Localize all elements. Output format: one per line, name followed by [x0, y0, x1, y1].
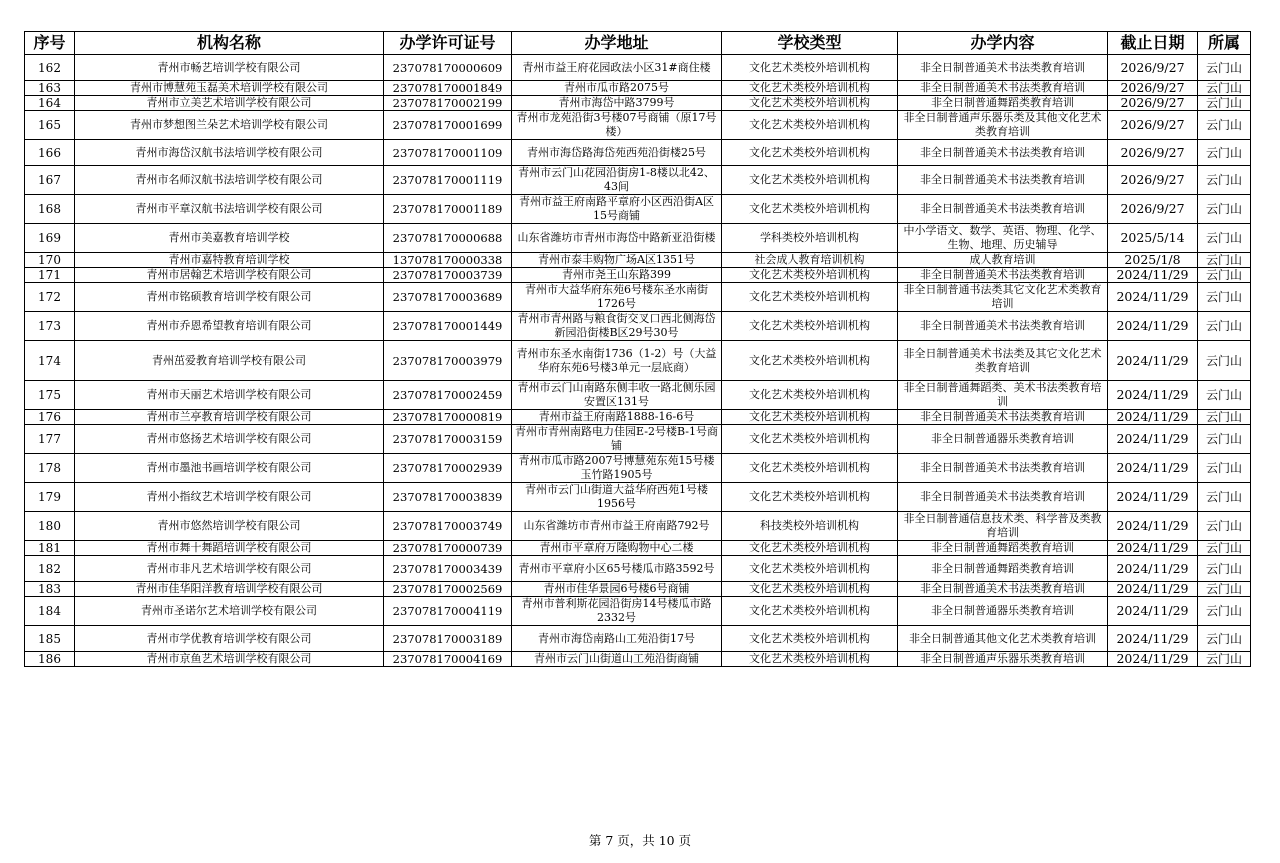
table-row: [25, 195, 1251, 224]
table-row: [25, 166, 1251, 195]
license-number-cell: 237078170003439: [384, 556, 512, 582]
deadline-cell: 2024/11/29: [1108, 410, 1198, 425]
school-type-cell: 文化艺术类校外培训机构: [722, 166, 898, 195]
header-license-number: 办学许可证号: [384, 32, 512, 55]
table-row: [25, 312, 1251, 341]
school-type-cell: 文化艺术类校外培训机构: [722, 195, 898, 224]
district-cell: 云门山: [1198, 556, 1251, 582]
institution-name-cell: 青州市墨池书画培训学校有限公司: [75, 454, 384, 483]
address-cell: 青州市海岱南路山工苑沿街17号: [512, 626, 722, 652]
content-cell: 非全日制普通美术书法类及其它文化艺术类教育培训: [898, 341, 1108, 381]
address-cell: 青州市平章府万隆购物中心二楼: [512, 541, 722, 556]
institution-name-cell: 青州市海岱汉航书法培训学校有限公司: [75, 140, 384, 166]
institution-name-cell: 青州市平章汉航书法培训学校有限公司: [75, 195, 384, 224]
registry-table: [24, 31, 1251, 667]
deadline-cell: 2025/1/8: [1108, 253, 1198, 268]
table-row: [25, 96, 1251, 111]
deadline-cell: 2024/11/29: [1108, 541, 1198, 556]
header-content: 办学内容: [898, 32, 1108, 55]
deadline-cell: 2026/9/27: [1108, 195, 1198, 224]
serial-cell: 163: [25, 81, 75, 96]
license-number-cell: 237078170001849: [384, 81, 512, 96]
table-row: [25, 81, 1251, 96]
content-cell: 非全日制普通舞蹈类教育培训: [898, 96, 1108, 111]
serial-cell: 174: [25, 341, 75, 381]
table-row: [25, 597, 1251, 626]
table-row: [25, 483, 1251, 512]
serial-cell: 172: [25, 283, 75, 312]
serial-cell: 186: [25, 652, 75, 667]
serial-cell: 168: [25, 195, 75, 224]
content-cell: 非全日制普通美术书法类教育培训: [898, 195, 1108, 224]
district-cell: 云门山: [1198, 224, 1251, 253]
serial-cell: 169: [25, 224, 75, 253]
license-number-cell: 237078170003189: [384, 626, 512, 652]
address-cell: 青州市大益华府东苑6号楼东圣水南街1726号: [512, 283, 722, 312]
license-number-cell: 237078170001109: [384, 140, 512, 166]
content-cell: 非全日制普通舞蹈类、美术书法类教育培训: [898, 381, 1108, 410]
institution-name-cell: 青州市博慧苑玉磊美术培训学校有限公司: [75, 81, 384, 96]
serial-cell: 180: [25, 512, 75, 541]
school-type-cell: 文化艺术类校外培训机构: [722, 283, 898, 312]
license-number-cell: 237078170002939: [384, 454, 512, 483]
district-cell: 云门山: [1198, 541, 1251, 556]
header-institution-name: 机构名称: [75, 32, 384, 55]
serial-cell: 166: [25, 140, 75, 166]
institution-name-cell: 青州茁爱教育培训学校有限公司: [75, 341, 384, 381]
registry-table-container: [24, 31, 1250, 667]
institution-name-cell: 青州市梦想图兰朵艺术培训学校有限公司: [75, 111, 384, 140]
district-cell: 云门山: [1198, 140, 1251, 166]
district-cell: 云门山: [1198, 483, 1251, 512]
table-row: [25, 341, 1251, 381]
license-number-cell: 237078170003739: [384, 268, 512, 283]
district-cell: 云门山: [1198, 454, 1251, 483]
deadline-cell: 2024/11/29: [1108, 512, 1198, 541]
serial-cell: 179: [25, 483, 75, 512]
deadline-cell: 2024/11/29: [1108, 312, 1198, 341]
serial-cell: 178: [25, 454, 75, 483]
serial-cell: 175: [25, 381, 75, 410]
address-cell: 青州市云门山花园沿街房1-8楼以北42、43间: [512, 166, 722, 195]
table-row: [25, 425, 1251, 454]
deadline-cell: 2026/9/27: [1108, 81, 1198, 96]
license-number-cell: 237078170003689: [384, 283, 512, 312]
content-cell: 中小学语文、数学、英语、物理、化学、生物、地理、历史辅导: [898, 224, 1108, 253]
serial-cell: 173: [25, 312, 75, 341]
table-row: [25, 556, 1251, 582]
license-number-cell: 237078170003839: [384, 483, 512, 512]
institution-name-cell: 青州市京鱼艺术培训学校有限公司: [75, 652, 384, 667]
serial-cell: 181: [25, 541, 75, 556]
deadline-cell: 2024/11/29: [1108, 483, 1198, 512]
content-cell: 非全日制普通美术书法类教育培训: [898, 582, 1108, 597]
address-cell: 山东省潍坊市青州市海岱中路新亚沿街楼: [512, 224, 722, 253]
address-cell: 青州市青州路与粮食街交叉口西北侧海岱新园沿街楼B区29号30号: [512, 312, 722, 341]
school-type-cell: 文化艺术类校外培训机构: [722, 341, 898, 381]
address-cell: 青州市尧王山东路399: [512, 268, 722, 283]
district-cell: 云门山: [1198, 96, 1251, 111]
institution-name-cell: 青州市铭硕教育培训学校有限公司: [75, 283, 384, 312]
institution-name-cell: 青州市美嘉教育培训学校: [75, 224, 384, 253]
serial-cell: 184: [25, 597, 75, 626]
content-cell: 非全日制普通其他文化艺术类教育培训: [898, 626, 1108, 652]
content-cell: 非全日制普通声乐器乐类教育培训: [898, 652, 1108, 667]
deadline-cell: 2026/9/27: [1108, 166, 1198, 195]
content-cell: 非全日制普通美术书法类教育培训: [898, 312, 1108, 341]
institution-name-cell: 青州市非凡艺术培训学校有限公司: [75, 556, 384, 582]
deadline-cell: 2024/11/29: [1108, 582, 1198, 597]
institution-name-cell: 青州市嘉特教育培训学校: [75, 253, 384, 268]
address-cell: 青州市益王府南路1888-16-6号: [512, 410, 722, 425]
deadline-cell: 2024/11/29: [1108, 556, 1198, 582]
license-number-cell: 237078170003159: [384, 425, 512, 454]
school-type-cell: 文化艺术类校外培训机构: [722, 96, 898, 111]
serial-cell: 167: [25, 166, 75, 195]
content-cell: 非全日制普通舞蹈类教育培训: [898, 541, 1108, 556]
institution-name-cell: 青州市圣诺尔艺术培训学校有限公司: [75, 597, 384, 626]
school-type-cell: 文化艺术类校外培训机构: [722, 626, 898, 652]
serial-cell: 183: [25, 582, 75, 597]
school-type-cell: 文化艺术类校外培训机构: [722, 425, 898, 454]
license-number-cell: 137078170000338: [384, 253, 512, 268]
license-number-cell: 237078170003979: [384, 341, 512, 381]
deadline-cell: 2024/11/29: [1108, 454, 1198, 483]
table-row: [25, 512, 1251, 541]
deadline-cell: 2024/11/29: [1108, 283, 1198, 312]
address-cell: 青州市龙苑沿街3号楼07号商铺（原17号楼）: [512, 111, 722, 140]
license-number-cell: 237078170002199: [384, 96, 512, 111]
district-cell: 云门山: [1198, 166, 1251, 195]
institution-name-cell: 青州小指纹艺术培训学校有限公司: [75, 483, 384, 512]
serial-cell: 171: [25, 268, 75, 283]
license-number-cell: 237078170000819: [384, 410, 512, 425]
institution-name-cell: 青州市兰亭教育培训学校有限公司: [75, 410, 384, 425]
serial-cell: 162: [25, 55, 75, 81]
school-type-cell: 文化艺术类校外培训机构: [722, 111, 898, 140]
license-number-cell: 237078170001449: [384, 312, 512, 341]
content-cell: 成人教育培训: [898, 253, 1108, 268]
table-row: [25, 541, 1251, 556]
school-type-cell: 文化艺术类校外培训机构: [722, 652, 898, 667]
district-cell: 云门山: [1198, 582, 1251, 597]
table-row: [25, 582, 1251, 597]
address-cell: 青州市瓜市路2075号: [512, 81, 722, 96]
district-cell: 云门山: [1198, 195, 1251, 224]
institution-name-cell: 青州市悠然培训学校有限公司: [75, 512, 384, 541]
deadline-cell: 2026/9/27: [1108, 140, 1198, 166]
table-row: [25, 283, 1251, 312]
table-row: [25, 626, 1251, 652]
deadline-cell: 2024/11/29: [1108, 652, 1198, 667]
institution-name-cell: 青州市畅艺培训学校有限公司: [75, 55, 384, 81]
school-type-cell: 文化艺术类校外培训机构: [722, 541, 898, 556]
license-number-cell: 237078170004169: [384, 652, 512, 667]
serial-cell: 185: [25, 626, 75, 652]
serial-cell: 182: [25, 556, 75, 582]
district-cell: 云门山: [1198, 626, 1251, 652]
license-number-cell: 237078170000739: [384, 541, 512, 556]
institution-name-cell: 青州市名师汉航书法培训学校有限公司: [75, 166, 384, 195]
address-cell: 青州市海岱路海岱苑西苑沿街楼25号: [512, 140, 722, 166]
district-cell: 云门山: [1198, 111, 1251, 140]
district-cell: 云门山: [1198, 512, 1251, 541]
content-cell: 非全日制普通美术书法类教育培训: [898, 454, 1108, 483]
institution-name-cell: 青州市乔恩希望教育培训有限公司: [75, 312, 384, 341]
school-type-cell: 文化艺术类校外培训机构: [722, 81, 898, 96]
school-type-cell: 社会成人教育培训机构: [722, 253, 898, 268]
district-cell: 云门山: [1198, 425, 1251, 454]
institution-name-cell: 青州市舞十舞蹈培训学校有限公司: [75, 541, 384, 556]
table-row: [25, 55, 1251, 81]
table-row: [25, 454, 1251, 483]
school-type-cell: 文化艺术类校外培训机构: [722, 582, 898, 597]
school-type-cell: 文化艺术类校外培训机构: [722, 381, 898, 410]
header-address: 办学地址: [512, 32, 722, 55]
table-header-row: [25, 32, 1251, 55]
district-cell: 云门山: [1198, 652, 1251, 667]
district-cell: 云门山: [1198, 283, 1251, 312]
deadline-cell: 2024/11/29: [1108, 597, 1198, 626]
content-cell: 非全日制普通舞蹈类教育培训: [898, 556, 1108, 582]
deadline-cell: 2026/9/27: [1108, 55, 1198, 81]
serial-cell: 165: [25, 111, 75, 140]
license-number-cell: 237078170002459: [384, 381, 512, 410]
district-cell: 云门山: [1198, 55, 1251, 81]
serial-cell: 177: [25, 425, 75, 454]
school-type-cell: 科技类校外培训机构: [722, 512, 898, 541]
license-number-cell: 237078170004119: [384, 597, 512, 626]
address-cell: 青州市益王府南路平章府小区西沿街A区15号商铺: [512, 195, 722, 224]
serial-cell: 176: [25, 410, 75, 425]
school-type-cell: 文化艺术类校外培训机构: [722, 140, 898, 166]
deadline-cell: 2026/9/27: [1108, 96, 1198, 111]
license-number-cell: 237078170000688: [384, 224, 512, 253]
table-row: [25, 224, 1251, 253]
content-cell: 非全日制普通美术书法类教育培训: [898, 140, 1108, 166]
content-cell: 非全日制普通书法类其它文化艺术类教育培训: [898, 283, 1108, 312]
school-type-cell: 文化艺术类校外培训机构: [722, 556, 898, 582]
table-row: [25, 410, 1251, 425]
district-cell: 云门山: [1198, 312, 1251, 341]
district-cell: 云门山: [1198, 268, 1251, 283]
content-cell: 非全日制普通美术书法类教育培训: [898, 55, 1108, 81]
district-cell: 云门山: [1198, 341, 1251, 381]
address-cell: 青州市泰丰购物广场A区1351号: [512, 253, 722, 268]
serial-cell: 164: [25, 96, 75, 111]
school-type-cell: 文化艺术类校外培训机构: [722, 410, 898, 425]
license-number-cell: 237078170003749: [384, 512, 512, 541]
license-number-cell: 237078170001189: [384, 195, 512, 224]
content-cell: 非全日制普通信息技术类、科学普及类教育培训: [898, 512, 1108, 541]
deadline-cell: 2026/9/27: [1108, 111, 1198, 140]
institution-name-cell: 青州市居翰艺术培训学校有限公司: [75, 268, 384, 283]
institution-name-cell: 青州市立美艺术培训学校有限公司: [75, 96, 384, 111]
address-cell: 青州市益王府花园政法小区31#商住楼: [512, 55, 722, 81]
address-cell: 青州市海岱中路3799号: [512, 96, 722, 111]
deadline-cell: 2024/11/29: [1108, 268, 1198, 283]
address-cell: 青州市云门山街道大益华府西苑1号楼1956号: [512, 483, 722, 512]
content-cell: 非全日制普通美术书法类教育培训: [898, 268, 1108, 283]
address-cell: 青州市东圣水南街1736（1-2）号（大益华府东苑6号楼3单元一层底商）: [512, 341, 722, 381]
school-type-cell: 文化艺术类校外培训机构: [722, 454, 898, 483]
table-row: [25, 111, 1251, 140]
district-cell: 云门山: [1198, 597, 1251, 626]
content-cell: 非全日制普通声乐器乐类及其他文化艺术类教育培训: [898, 111, 1108, 140]
table-row: [25, 652, 1251, 667]
content-cell: 非全日制普通美术书法类教育培训: [898, 81, 1108, 96]
address-cell: 青州市云门山街道山工苑沿街商铺: [512, 652, 722, 667]
institution-name-cell: 青州市佳华阳洋教育培训学校有限公司: [75, 582, 384, 597]
license-number-cell: 237078170002569: [384, 582, 512, 597]
license-number-cell: 237078170001699: [384, 111, 512, 140]
address-cell: 青州市云门山南路东侧丰收一路北侧乐园安置区131号: [512, 381, 722, 410]
school-type-cell: 学科类校外培训机构: [722, 224, 898, 253]
school-type-cell: 文化艺术类校外培训机构: [722, 597, 898, 626]
header-serial: 序号: [25, 32, 75, 55]
serial-cell: 170: [25, 253, 75, 268]
district-cell: 云门山: [1198, 381, 1251, 410]
school-type-cell: 文化艺术类校外培训机构: [722, 312, 898, 341]
content-cell: 非全日制普通美术书法类教育培训: [898, 483, 1108, 512]
school-type-cell: 文化艺术类校外培训机构: [722, 483, 898, 512]
deadline-cell: 2024/11/29: [1108, 381, 1198, 410]
table-row: [25, 253, 1251, 268]
content-cell: 非全日制普通美术书法类教育培训: [898, 410, 1108, 425]
deadline-cell: 2024/11/29: [1108, 425, 1198, 454]
school-type-cell: 文化艺术类校外培训机构: [722, 55, 898, 81]
address-cell: 青州市青州南路电力佳园E-2号楼B-1号商铺: [512, 425, 722, 454]
address-cell: 山东省潍坊市青州市益王府南路792号: [512, 512, 722, 541]
address-cell: 青州市瓜市路2007号博慧苑东苑15号楼玉竹路1905号: [512, 454, 722, 483]
license-number-cell: 237078170000609: [384, 55, 512, 81]
address-cell: 青州市佳华景园6号楼6号商铺: [512, 582, 722, 597]
district-cell: 云门山: [1198, 81, 1251, 96]
header-school-type: 学校类型: [722, 32, 898, 55]
content-cell: 非全日制普通美术书法类教育培训: [898, 166, 1108, 195]
table-row: [25, 268, 1251, 283]
deadline-cell: 2024/11/29: [1108, 341, 1198, 381]
header-deadline: 截止日期: [1108, 32, 1198, 55]
institution-name-cell: 青州市学优教育培训学校有限公司: [75, 626, 384, 652]
school-type-cell: 文化艺术类校外培训机构: [722, 268, 898, 283]
table-row: [25, 140, 1251, 166]
district-cell: 云门山: [1198, 410, 1251, 425]
content-cell: 非全日制普通器乐类教育培训: [898, 597, 1108, 626]
page-footer: 第 7 页，共 10 页: [588, 833, 692, 848]
address-cell: 青州市平章府小区65号楼瓜市路3592号: [512, 556, 722, 582]
table-body: [25, 55, 1251, 667]
header-district: 所属: [1198, 32, 1251, 55]
address-cell: 青州市普利斯花园沿街房14号楼瓜市路2332号: [512, 597, 722, 626]
deadline-cell: 2024/11/29: [1108, 626, 1198, 652]
deadline-cell: 2025/5/14: [1108, 224, 1198, 253]
institution-name-cell: 青州市天丽艺术培训学校有限公司: [75, 381, 384, 410]
institution-name-cell: 青州市悠扬艺术培训学校有限公司: [75, 425, 384, 454]
district-cell: 云门山: [1198, 253, 1251, 268]
license-number-cell: 237078170001119: [384, 166, 512, 195]
content-cell: 非全日制普通器乐类教育培训: [898, 425, 1108, 454]
table-row: [25, 381, 1251, 410]
